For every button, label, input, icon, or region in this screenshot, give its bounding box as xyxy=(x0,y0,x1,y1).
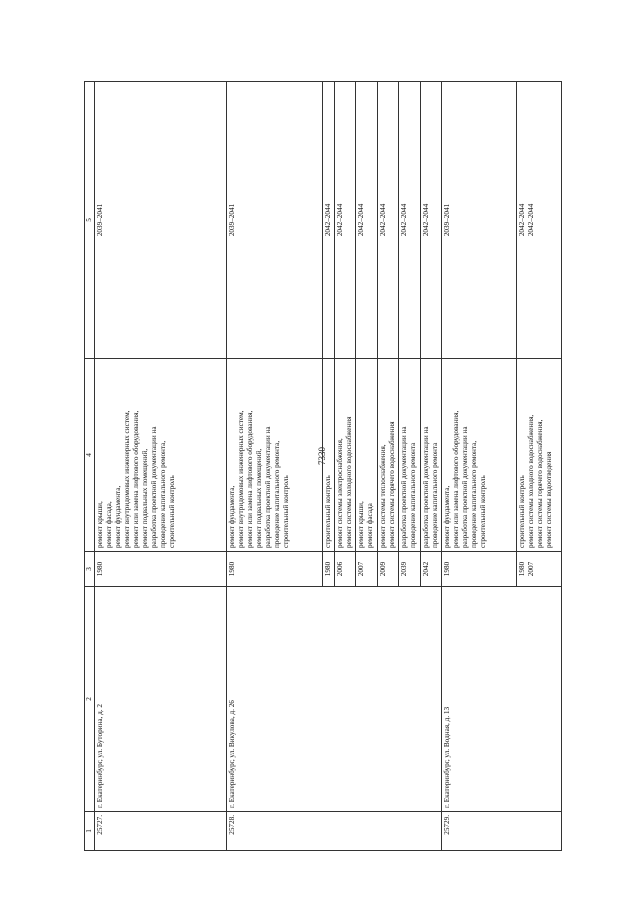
entry-term: 2042–2044 xyxy=(356,82,377,359)
rotated-page-content xyxy=(84,81,562,851)
entry-works: разработка проектной документации на проведение капитального ремонта xyxy=(420,359,441,552)
entry-works: ремонт крыши, ремонт фасада xyxy=(356,359,377,552)
entry-works: ремонт фундамента, ремонт или замена лифтового оборудования, разработка проектной документации на проведение капитального ремонта, строительный контроль xyxy=(441,359,516,552)
entry-term: 2042–2044 xyxy=(377,82,398,359)
entry-year: 1980 xyxy=(227,552,323,587)
overhaul-schedule-table xyxy=(84,81,562,851)
entry-number: 25728. xyxy=(227,812,442,851)
entry-works: ремонт крыши, ремонт фасада, ремонт фундамента, ремонт внутридомовых инженерных систем, ремонт или замена лифтового оборудования, ремонт подвальных помещений, разработка проектной документации на проведение капитального ремонта, строительный контроль xyxy=(95,359,227,552)
col-header-1: 1 xyxy=(85,812,95,851)
entry-works: разработка проектной документации на проведение капитального ремонта xyxy=(399,359,420,552)
entry-works: ремонт системы электроснабжения, ремонт системы холодного водоснабжения xyxy=(335,359,356,552)
col-header-2: 2 xyxy=(85,587,95,812)
entry-works: ремонт системы теплоснабжения, ремонт системы горячего водоснабжения xyxy=(377,359,398,552)
column-number-row xyxy=(85,82,95,851)
entry-term: 2039–2041 xyxy=(227,82,323,359)
entry-number: 25727. xyxy=(95,812,227,851)
entry-year: 2039 xyxy=(399,552,420,587)
table-row xyxy=(227,82,323,851)
entry-term: 2042–2044 xyxy=(335,82,356,359)
entry-works: строительный контроль xyxy=(322,359,334,552)
entry-works: строительный контроль ремонт системы холодного водоснабжения, ремонт системы горячего водоснабжения, ремонт системы водоотведения xyxy=(517,359,562,552)
entry-year: 1980 2007 xyxy=(517,552,562,587)
col-header-3: 3 xyxy=(85,552,95,587)
entry-address: г. Екатеринбург, ул. Буторина, д. 2 xyxy=(95,587,227,812)
entry-works: ремонт фундамента, ремонт внутридомовых инженерных систем, ремонт или замена лифтового оборудования, ремонт подвальных помещений, разработка проектной документации на проведение капитального ремонта, строительный контроль xyxy=(227,359,323,552)
entry-year: 2042 xyxy=(420,552,441,587)
entry-term: 2042–2044 xyxy=(420,82,441,359)
entry-year: 2006 xyxy=(335,552,356,587)
entry-year: 2009 xyxy=(377,552,398,587)
entry-year: 1980 xyxy=(441,552,516,587)
entry-address: г. Екатеринбург, ул. Викулова, д. 26 xyxy=(227,587,442,812)
entry-year: 1980 xyxy=(95,552,227,587)
entry-term: 2039–2041 xyxy=(441,82,516,359)
entry-number: 25729. xyxy=(441,812,561,851)
col-header-4: 4 xyxy=(85,359,95,552)
entry-term: 2042–2044 xyxy=(322,82,334,359)
entry-term: 2042–2044 xyxy=(399,82,420,359)
table-row xyxy=(441,82,516,851)
entry-year: 2007 xyxy=(356,552,377,587)
col-header-5: 5 xyxy=(85,82,95,359)
table-row xyxy=(95,82,227,851)
entry-term: 2042–2044 2042–2044 xyxy=(517,82,562,359)
entry-address: г. Екатеринбург, ул. Водная, д. 13 xyxy=(441,587,561,812)
page-number: 7330 xyxy=(317,447,327,465)
entry-term: 2039–2041 xyxy=(95,82,227,359)
entry-year: 1980 xyxy=(322,552,334,587)
